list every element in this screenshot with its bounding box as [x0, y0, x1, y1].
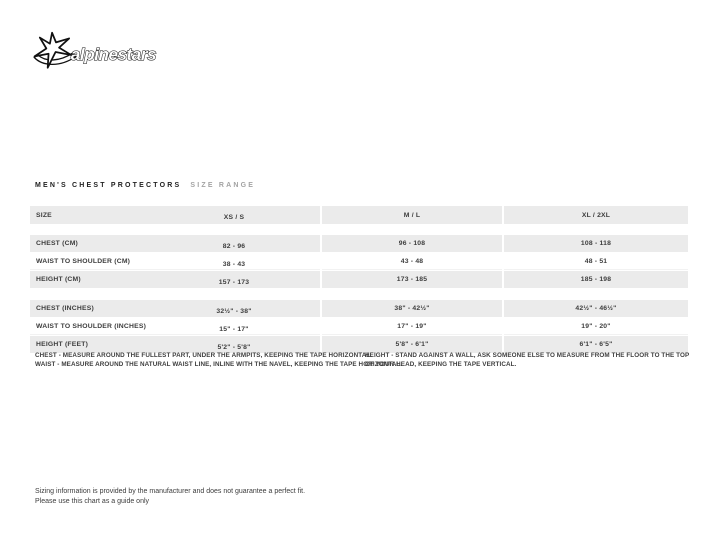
- cell-value: 5'8" - 6'1": [395, 341, 429, 348]
- table-row-chest-cm: [30, 235, 688, 252]
- instruction-chest: CHEST - MEASURE AROUND THE FULLEST PART, UNDER THE ARMPITS, KEEPING THE TAPE HORIZONTAL.: [35, 352, 373, 359]
- cell-value: 15" - 17": [219, 325, 249, 333]
- row-label: WAIST TO SHOULDER (INCHES): [36, 323, 147, 330]
- cell-value: 19" - 20": [581, 323, 611, 330]
- footer-disclaimer: [35, 487, 305, 506]
- footer-line-2: Please use this chart as a guide only: [35, 497, 150, 505]
- table-header-row: [30, 206, 688, 224]
- cell-value: 43 - 48: [400, 258, 424, 265]
- header-segment: [322, 206, 502, 224]
- cell-value: 48 - 51: [584, 258, 608, 265]
- measurement-instructions: [35, 352, 690, 369]
- page-title: [35, 182, 255, 189]
- column-header-size: SIZE: [36, 211, 52, 219]
- table-row-waist-to-shoulder-inches: [30, 318, 688, 335]
- cell-value: 157 - 173: [218, 278, 250, 286]
- cell-value: 38" - 42½": [394, 305, 430, 312]
- svg-text:alpinestars: alpinestars: [70, 44, 157, 64]
- table-row-height-feet: [30, 336, 688, 353]
- table-row-chest-inches: [30, 300, 688, 317]
- size-table: [30, 206, 688, 354]
- row-label: HEIGHT (CM): [36, 276, 81, 283]
- cell-value: 38 - 43: [222, 260, 246, 268]
- page-title-main: MEN'S CHEST PROTECTORS: [35, 182, 182, 189]
- cell-value: 185 - 198: [580, 276, 612, 283]
- cell-value: 108 - 118: [580, 240, 612, 247]
- header-segment: [30, 206, 320, 224]
- row-label: HEIGHT (FEET): [36, 341, 89, 348]
- instruction-waist: WAIST - MEASURE AROUND THE NATURAL WAIST LINE, INLINE WITH THE NAVEL, KEEPING THE TAPE HORIZONTAL.: [35, 360, 403, 368]
- table-row-waist-to-shoulder-cm: [30, 253, 688, 270]
- cell-value: 17" - 19": [397, 323, 427, 330]
- instructions-right: [365, 352, 690, 369]
- cell-value: 42½" - 46½": [575, 305, 617, 312]
- cell-value: 32½" - 38": [216, 307, 252, 315]
- page-title-sub: SIZE RANGE: [190, 182, 256, 189]
- footer-line-1: Sizing information is provided by the manufacturer and does not guarantee a perfect fit.: [35, 488, 306, 495]
- instructions-left: [35, 352, 403, 369]
- row-label: CHEST (INCHES): [36, 305, 94, 312]
- alpinestars-logo: [28, 30, 168, 79]
- cell-value: 173 - 185: [396, 276, 428, 283]
- column-header-xs-s: XS / S: [223, 214, 245, 221]
- cell-value: 5'2" - 5'8": [217, 343, 251, 351]
- cell-value: 96 - 108: [398, 240, 426, 247]
- table-row-height-cm: [30, 271, 688, 288]
- column-header-xl-2xl: XL / 2XL: [581, 211, 611, 219]
- row-label: CHEST (CM): [36, 240, 79, 247]
- alpinestars-logo-icon: [28, 30, 168, 74]
- cell-value: 6'1" - 6'5": [579, 341, 613, 348]
- instruction-height: HEIGHT - STAND AGAINST A WALL, ASK SOMEONE ELSE TO MEASURE FROM THE FLOOR TO THE TOP OF YOUR HEAD, KEEPING THE TAPE VERTICAL.: [365, 352, 690, 368]
- row-label: WAIST TO SHOULDER (CM): [36, 258, 131, 265]
- column-header-m-l: M / L: [403, 211, 421, 219]
- header-segment: [504, 206, 688, 224]
- cell-value: 82 - 96: [222, 242, 246, 250]
